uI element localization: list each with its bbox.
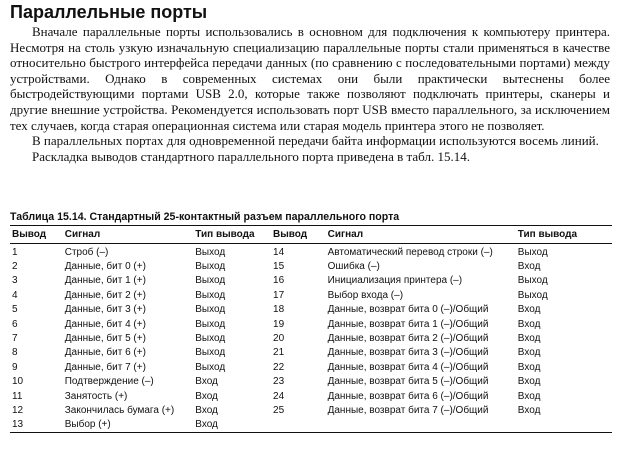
pin-cell: 10	[12, 376, 24, 388]
type-cell: Выход	[195, 333, 226, 345]
pinout-table	[10, 225, 612, 433]
signal-cell: Данные, бит 3 (+)	[64, 304, 146, 316]
type-cell: Вход	[195, 404, 218, 416]
pin-cell-2: 24	[273, 390, 285, 402]
type-cell-2: Вход	[517, 376, 541, 388]
table-body	[10, 244, 612, 433]
signal-cell-2: Данные, возврат бита 2 (–)/Общий	[327, 333, 489, 345]
table-row	[10, 244, 612, 260]
signal-cell-2: Ошибка (–)	[327, 261, 380, 273]
type-cell-2: Выход	[517, 275, 548, 287]
signal-cell: Выбор (+)	[64, 419, 111, 431]
signal-cell: Строб (–)	[64, 246, 109, 258]
type-cell: Выход	[195, 318, 226, 330]
table-row	[10, 259, 612, 273]
pin-cell: 12	[12, 404, 24, 416]
header-type: Тип вывода	[195, 229, 255, 240]
signal-cell-2: Данные, возврат бита 0 (–)/Общий	[327, 304, 489, 316]
pin-cell-2: 16	[273, 275, 285, 287]
type-cell: Вход	[195, 419, 218, 431]
pin-cell-2	[271, 418, 326, 433]
type-cell-2: Вход	[517, 404, 541, 416]
table-header	[10, 226, 612, 244]
pin-cell: 7	[12, 333, 18, 345]
table-row	[10, 360, 612, 374]
type-cell: Вход	[195, 390, 218, 402]
pin-cell: 9	[12, 361, 18, 373]
pin-cell: 2	[12, 261, 18, 273]
pin-cell-2: 15	[273, 261, 285, 273]
pin-cell-2: 18	[273, 304, 285, 316]
signal-cell-2: Данные, возврат бита 1 (–)/Общий	[327, 318, 489, 330]
pin-cell-2: 17	[273, 289, 285, 301]
type-cell-2: Выход	[517, 246, 548, 258]
type-cell-2: Выход	[517, 289, 548, 301]
signal-cell: Данные, бит 1 (+)	[64, 275, 146, 287]
pin-cell-2: 25	[273, 404, 285, 416]
pin-cell-2: 21	[273, 347, 285, 359]
signal-cell-2: Данные, возврат бита 4 (–)/Общий	[327, 361, 489, 373]
type-cell: Выход	[195, 304, 226, 316]
pin-cell: 1	[12, 246, 18, 258]
table-row	[10, 303, 612, 317]
signal-cell: Занятость (+)	[64, 390, 128, 402]
table-row	[10, 317, 612, 331]
type-cell-2: Вход	[517, 361, 541, 373]
signal-cell-2: Данные, возврат бита 7 (–)/Общий	[327, 404, 489, 416]
type-cell: Выход	[195, 275, 226, 287]
signal-cell-2: Данные, возврат бита 5 (–)/Общий	[327, 376, 489, 388]
type-cell: Выход	[195, 289, 226, 301]
type-cell: Выход	[195, 261, 226, 273]
type-cell-2	[516, 418, 612, 433]
pin-cell: 5	[12, 304, 18, 316]
header-pin-2: Вывод	[273, 229, 308, 240]
signal-cell: Данные, бит 4 (+)	[64, 318, 146, 330]
paragraph: Вначале параллельные порты использовались в основном для подключения к компьютеру принтера. Несмотря на столь узкую изначальную специализацию параллельные порты стали применяться в качестве относительно быстрого интерфейса передачи данных (по сравнению с последовательными портами) между устройствами. Однако в современных системах они были практически вытеснены более быстродействующими портами USB 2.0, которые также позволяют подключать принтеры, сканеры и другие внешние устройства. Рекомендуется использовать порт USB вместо параллельного, за исключением тех случаев, когда старая операционная система или старая модель принтера этого не позволяет.	[10, 24, 610, 133]
pin-cell: 8	[12, 347, 18, 359]
body-text	[10, 24, 610, 164]
table-row	[10, 418, 612, 433]
pin-cell-2: 14	[273, 246, 285, 258]
table-caption: Таблица 15.14. Стандартный 25-контактный разъем параллельного порта	[10, 211, 400, 223]
type-cell-2: Вход	[517, 390, 541, 402]
type-cell: Выход	[195, 361, 226, 373]
signal-cell-2: Выбор входа (–)	[327, 289, 404, 301]
header-type-2: Тип вывода	[517, 229, 578, 240]
signal-cell-2	[326, 418, 516, 433]
type-cell-2: Вход	[517, 333, 541, 345]
table-row	[10, 346, 612, 360]
paragraph: В параллельных портах для одновременной передачи байта информации используются восемь линий.	[32, 133, 599, 149]
signal-cell: Закончилась бумага (+)	[64, 404, 175, 416]
type-cell-2: Вход	[517, 304, 541, 316]
signal-cell: Данные, бит 0 (+)	[64, 261, 146, 273]
header-pin: Вывод	[12, 229, 47, 240]
signal-cell-2: Данные, возврат бита 3 (–)/Общий	[327, 347, 489, 359]
pin-cell: 4	[12, 289, 18, 301]
header-signal-2: Сигнал	[327, 229, 364, 240]
type-cell-2: Вход	[517, 347, 541, 359]
pin-cell-2: 22	[273, 361, 285, 373]
table-row	[10, 403, 612, 417]
signal-cell-2: Автоматический перевод строки (–)	[327, 246, 493, 258]
signal-cell-2: Инициализация принтера (–)	[327, 275, 463, 287]
signal-cell: Данные, бит 7 (+)	[64, 361, 146, 373]
signal-cell-2: Данные, возврат бита 6 (–)/Общий	[327, 390, 489, 402]
signal-cell: Подтверждение (–)	[64, 376, 154, 388]
pin-cell: 6	[12, 318, 18, 330]
pin-cell-2: 19	[273, 318, 285, 330]
type-cell: Выход	[195, 347, 226, 359]
pin-cell-2: 23	[273, 376, 285, 388]
section-title: Параллельные порты	[10, 2, 208, 22]
signal-cell: Данные, бит 6 (+)	[64, 347, 146, 359]
pin-cell: 3	[12, 275, 18, 287]
type-cell-2: Вход	[517, 318, 541, 330]
type-cell: Вход	[195, 376, 218, 388]
table-row	[10, 274, 612, 288]
pin-cell: 13	[12, 419, 24, 431]
table-row	[10, 389, 612, 403]
signal-cell: Данные, бит 5 (+)	[64, 333, 146, 345]
table-row	[10, 288, 612, 302]
header-signal: Сигнал	[64, 229, 101, 240]
pin-cell-2: 20	[273, 333, 285, 345]
signal-cell: Данные, бит 2 (+)	[64, 289, 146, 301]
header-row	[10, 226, 612, 244]
type-cell-2: Вход	[517, 261, 541, 273]
table-row	[10, 375, 612, 389]
paragraph: Раскладка выводов стандартного параллельного порта приведена в табл. 15.14.	[32, 148, 470, 164]
pin-cell: 11	[12, 390, 23, 402]
type-cell: Выход	[195, 246, 226, 258]
table-row	[10, 331, 612, 345]
